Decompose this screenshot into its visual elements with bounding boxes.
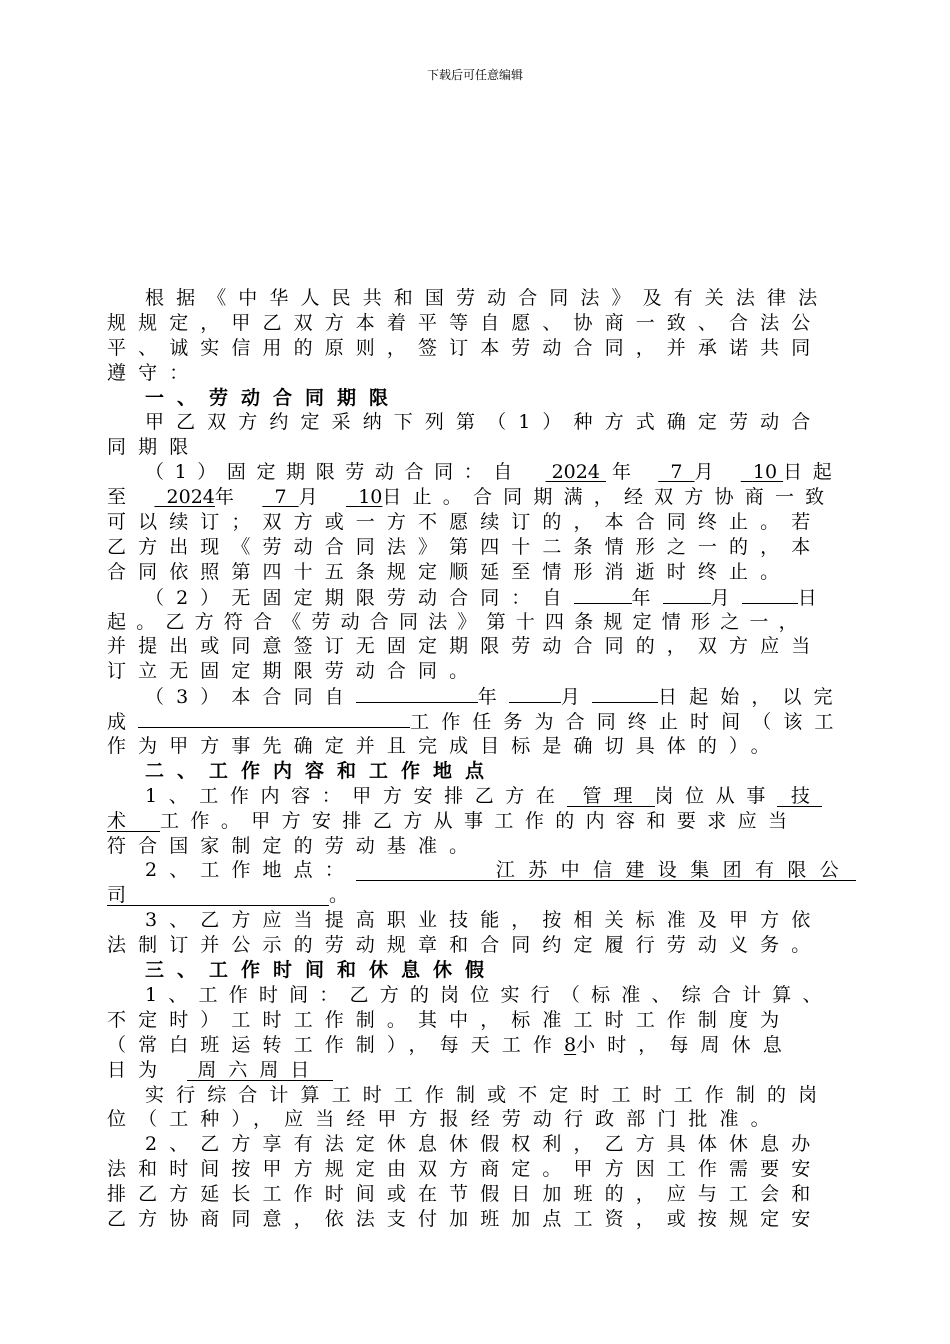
end-month-field: 7 <box>274 486 287 509</box>
task-start-year-blank <box>356 684 478 703</box>
task-term-start-line: （3）本合同自 年 月 日起始，以完 <box>145 686 845 709</box>
intro-line: 根据《中华人民共和国劳动合同法》及有关法律法 <box>145 287 830 309</box>
end-year-field: 2024 <box>166 486 215 509</box>
rest-day-line: 日为 周六周日 <box>107 1058 877 1083</box>
skills-line: 法制订并公示的劳动规章和合同约定履行劳动义务。 <box>107 934 823 957</box>
open-start-month-blank <box>663 585 711 604</box>
work-content-line: 1、工作内容：甲方安排乙方在 管理 岗位从事 技 <box>145 784 822 807</box>
skills-line: 3、乙方应当提高职业技能，按相关标准及甲方依 <box>145 909 823 932</box>
section-2-title: 二、工作内容和工作地点 <box>145 759 498 782</box>
intro-line: 规规定，甲乙双方本着平等自愿、协商一致、合法公 <box>107 311 823 334</box>
open-term-line: 并提出或同意签订无固定期限劳动合同的，双方应当 <box>107 635 823 658</box>
fixed-term-line: 合同依照第四十五条规定顺延至情形消逝时终止。 <box>107 560 792 583</box>
open-start-day-blank <box>742 585 798 604</box>
task-start-day-blank <box>592 684 658 703</box>
task-term-line: 作为甲方事先确定并且完成目标是确切具体的）。 <box>107 735 782 758</box>
work-content-line: 符合国家制定的劳动基准。 <box>107 834 481 857</box>
work-hours-line: 1、工作时间：乙方的岗位实行（标准、综合计算、 <box>145 983 833 1006</box>
contract-body <box>107 286 877 1232</box>
intro-line: 遵守： <box>107 361 201 384</box>
location-field-part1: 江苏中信建设集团有限公 <box>356 860 856 881</box>
position-field: 管理 <box>567 786 655 807</box>
work-hours-note-line: 位（工种），应当经甲方报经劳动行政部门批准。 <box>107 1108 782 1131</box>
job-field-part2: 术 <box>107 811 160 832</box>
fixed-term-line: 乙方出现《劳动合同法》第四十二条情形之一的，本 <box>107 535 823 558</box>
start-day-field: 10 <box>752 461 778 484</box>
work-content-line: 术 工作。甲方安排乙方从事工作的内容和要求应当 <box>107 809 799 832</box>
task-term-line: 成 工作任务为合同终止时间（该工 <box>107 711 846 734</box>
term-choice-value: 1 <box>518 411 543 434</box>
rest-leave-line: 2、乙方享有法定休息休假权利，乙方具体休息办 <box>145 1133 823 1156</box>
section-1-title: 一、劳动合同期限 <box>145 386 402 409</box>
task-description-blank <box>138 709 410 728</box>
start-month-field: 7 <box>670 461 683 484</box>
rest-days-field: 周六周日 <box>187 1060 333 1081</box>
work-hours-note-line: 实行综合计算工时工作制或不定时工时工作制的岗 <box>145 1083 830 1106</box>
work-hours-line: （常白班运转工作制），每天工作8小时，每周休息 <box>107 1033 794 1056</box>
intro-line: 平、诚实信用的原则，签订本劳动合同，并承诺共同 <box>107 336 823 359</box>
fixed-term-line: 可以续订；双方或一方不愿续订的，本合同终止。若 <box>107 511 823 534</box>
rest-leave-line: 法和时间按甲方规定由双方商定。甲方因工作需要安 <box>107 1158 823 1181</box>
job-field-part1: 技 <box>777 786 822 807</box>
fixed-term-start-line: （1）固定期限劳动合同：自 2024 年 7 月 10 日起 <box>145 461 843 484</box>
term-choice-line: 甲乙双方约定采纳下列第（1）种方式确定劳动合 <box>145 411 823 434</box>
fixed-term-end-line: 至 2024年 7 月 10日止。合同期满，经双方协商一致 <box>107 486 836 509</box>
start-year-field: 2024 <box>551 461 600 484</box>
open-term-line: 起。乙方符合《劳动合同法》第十四条规定情形之一， <box>107 610 808 633</box>
term-choice-line: 同期限 <box>107 436 201 459</box>
open-term-start-line: （2）无固定期限劳动合同：自 年 月 日 <box>145 586 829 609</box>
daily-hours-field: 8 <box>564 1033 577 1056</box>
work-hours-line: 不定时）工时工作制。其中，标准工时工作制度为 <box>107 1008 792 1031</box>
rest-leave-line: 排乙方延长工作时间或在节假日加班的，应与工会和 <box>107 1183 823 1206</box>
location-field-part2: 司 <box>107 885 329 906</box>
open-term-line: 订立无固定期限劳动合同。 <box>107 660 481 683</box>
section-3-title: 三、工作时间和休息休假 <box>145 959 498 982</box>
header-note: 下载后可任意编辑 <box>426 68 523 82</box>
open-start-year-blank <box>574 585 632 604</box>
task-start-month-blank <box>509 684 561 703</box>
work-location-line: 司 。 <box>107 884 361 907</box>
rest-leave-line: 乙方协商同意，依法支付加班加点工资，或按规定安 <box>107 1207 823 1230</box>
end-day-field: 10 <box>358 486 383 509</box>
work-location-line: 2、工作地点： 江苏中信建设集团有限公 <box>107 858 877 883</box>
